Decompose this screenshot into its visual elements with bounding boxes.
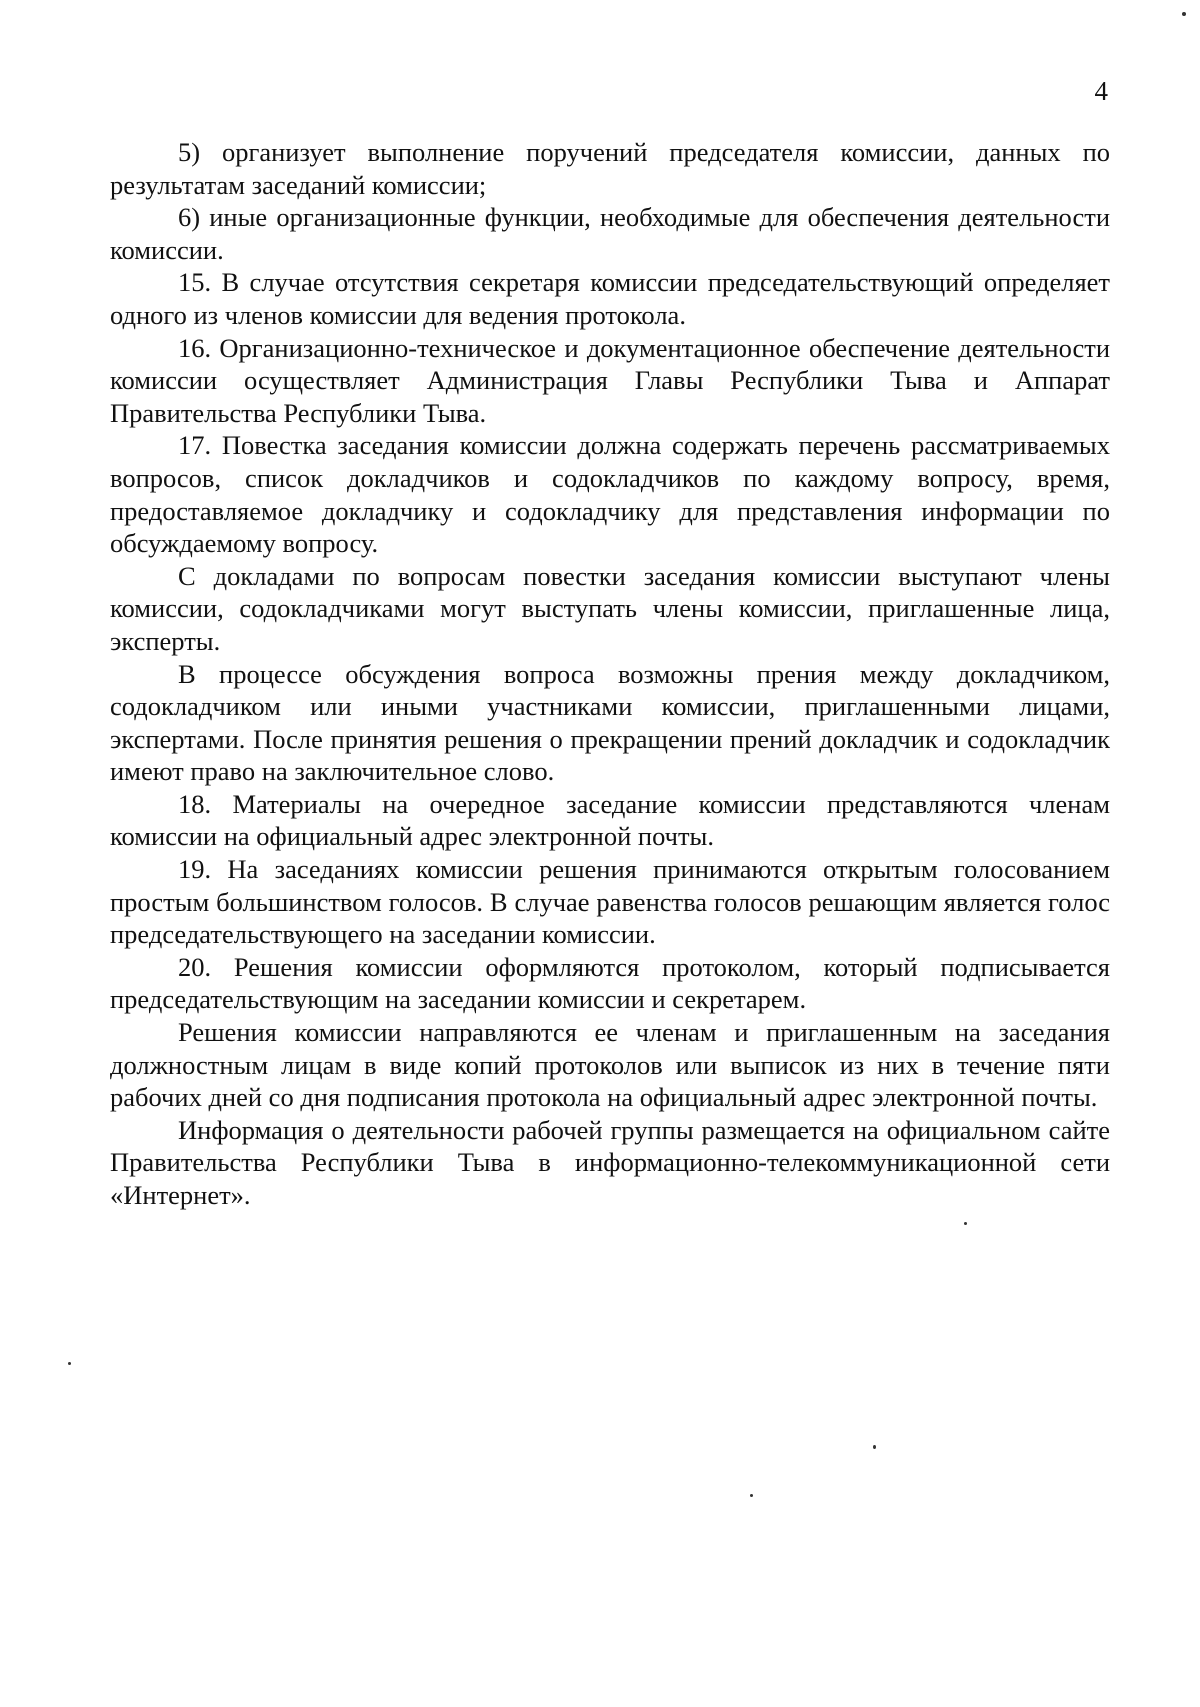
- paragraph-clause-18: 18. Материалы на очередное заседание комиссии представляются членам комиссии на официальный адрес электронной почты.: [110, 788, 1110, 852]
- scan-speck: [750, 1494, 753, 1497]
- paragraph-clause-17: 17. Повестка заседания комиссии должна содержать перечень рассматриваемых вопросов, список докладчиков и содокладчиков по каждому вопросу, время, предоставляемое докладчику и содокладчику для представления информации по обсуждаемому вопросу.: [110, 430, 1110, 559]
- paragraph-information-publication: Информация о деятельности рабочей группы размещается на официальном сайте Правительства Республики Тыва в информационно-телекоммуникационной сети «Интернет».: [110, 1114, 1110, 1210]
- paragraph-clause-15: 15. В случае отсутствия секретаря комиссии председательствующий определяет одного из членов комиссии для ведения протокола.: [110, 267, 1110, 330]
- paragraph-item-5: 5) организует выполнение поручений председателя комиссии, данных по результатам заседаний комиссии;: [110, 137, 1110, 200]
- paragraph-debate: В процессе обсуждения вопроса возможны прения между докладчиком, содокладчиком или иными участниками комиссии, приглашенными лицами, экспертами. После принятия решения о прекращении прений докладчик и содокладчик имеют право на заключительное слово.: [110, 658, 1110, 787]
- document-body: [110, 136, 1110, 1212]
- scan-speck: [873, 1445, 876, 1449]
- page-number: 4: [1094, 76, 1108, 106]
- paragraph-reports: С докладами по вопросам повестки заседания комиссии выступают члены комиссии, содокладчиками могут выступать члены комиссии, приглашенные лица, эксперты.: [110, 560, 1110, 656]
- scan-speck: [1182, 12, 1186, 16]
- paragraph-clause-20: 20. Решения комиссии оформляются протоколом, который подписывается председательствующим на заседании комиссии и секретарем.: [110, 951, 1110, 1015]
- scan-speck: [68, 1362, 71, 1365]
- scan-speck: [964, 1222, 967, 1225]
- paragraph-decisions-distribution: Решения комиссии направляются ее членам и приглашенным на заседания должностным лицам в виде копий протоколов или выписок из них в течение пяти рабочих дней со дня подписания протокола на официальный адрес электронной почты.: [110, 1017, 1110, 1113]
- paragraph-item-6: 6) иные организационные функции, необходимые для обеспечения деятельности комиссии.: [110, 202, 1110, 265]
- paragraph-clause-19: 19. На заседаниях комиссии решения принимаются открытым голосованием простым большинством голосов. В случае равенства голосов решающим является голос председательствующего на заседании комиссии.: [110, 854, 1110, 950]
- paragraph-clause-16: 16. Организационно-техническое и документационное обеспечение деятельности комиссии осуществляет Администрация Главы Республики Тыва и Аппарат Правительства Республики Тыва.: [110, 332, 1110, 428]
